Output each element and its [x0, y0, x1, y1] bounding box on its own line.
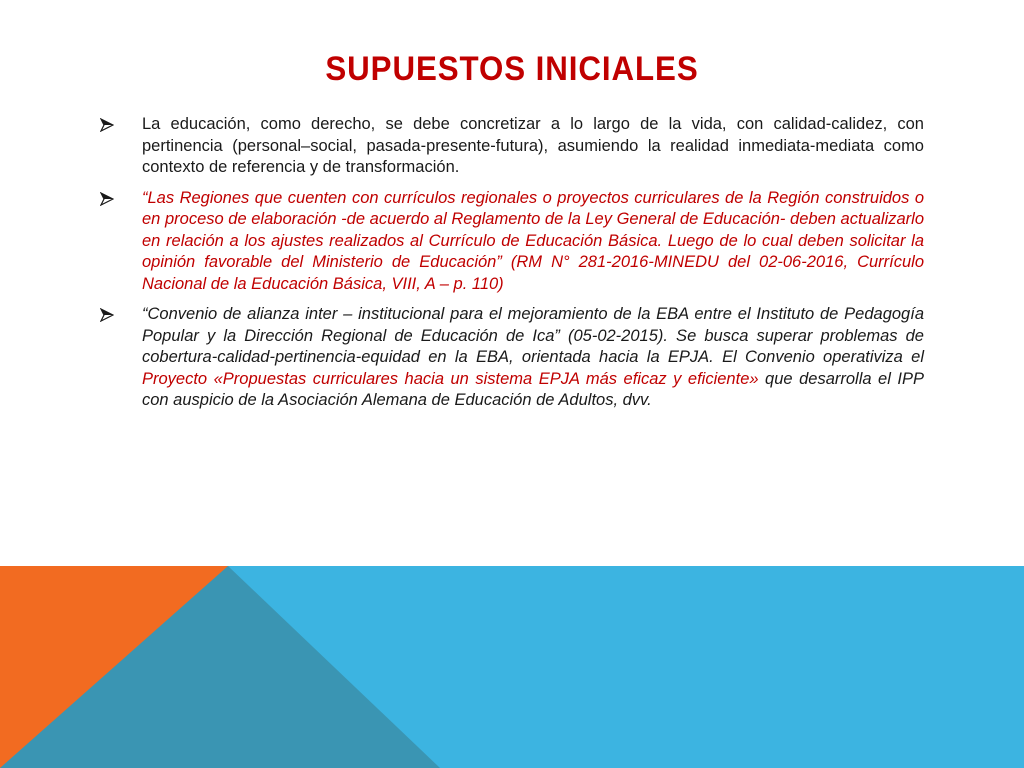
bullet-project-text: Proyecto «Propuestas curriculares hacia un sistema EPJA más eficaz y eficiente» [142, 369, 759, 388]
bullet-quote-text: “Las Regiones que cuenten con currículos regionales o proyectos curriculares de la Región construidos o en proceso de elaboración -de acuerdo al Reglamento de la Ley General de Educación- deben actualizarlo en relación a los ajustes realizados al Currículo de Educación Básica. Luego de lo cual deben solicitar la opinión favorable del Ministerio de Educación” (RM N° 281-2016-MINEDU del 02-06-2016, Currículo Nacional de la Educación Básica, VIII, A – p. 110) [142, 188, 924, 293]
slide-title: SUPUESTOS INICIALES [325, 50, 699, 88]
bullet-text-start: “Convenio de alianza inter – institucional para el mejoramiento de la EBA entre el Instituto de Pedagogía Popular y la Dirección Regional de Educación de Ica” (05-02-2015). Se busca superar problemas de cobertura-calidad-pertinencia-equidad en la EBA, orientada hacia la EPJA. El Convenio operativiza el [142, 305, 924, 366]
bullet-text: La educación, como derecho, se debe concretizar a lo largo de la vida, con calidad-calidez, con pertinencia (personal–social, pasada-presente-futura), asumiendo la realidad inmediata-mediata como contexto de referencia y de transformación. [142, 115, 924, 176]
bullet-text-end: que desarrolla el IPP con auspicio de la Asociación Alemana de Educación de Adultos, dvv. [142, 369, 924, 409]
